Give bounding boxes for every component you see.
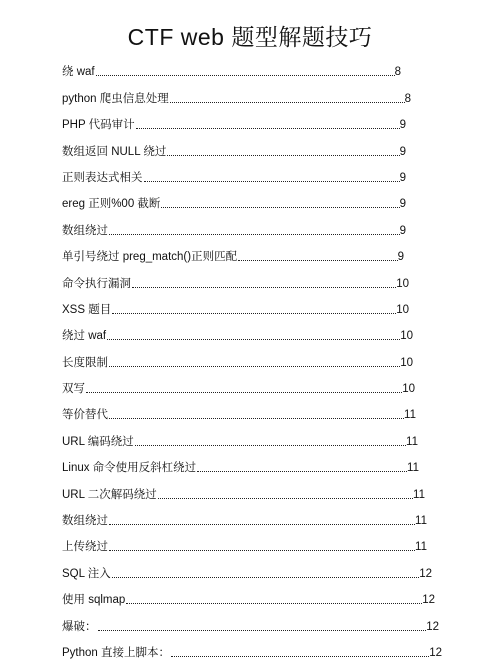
- toc-page-number: 9: [399, 224, 406, 237]
- toc-entry-label: ereg 正则%00 截断: [62, 198, 161, 211]
- toc-entry-label: 数组绕过: [62, 224, 108, 237]
- toc-entry[interactable]: [62, 635, 442, 661]
- toc-page-number: 8: [394, 66, 401, 79]
- toc-entry-label: 数组绕过: [62, 515, 108, 528]
- toc-entry-label: 上传绕过: [62, 541, 108, 554]
- dot-leader: [126, 603, 422, 604]
- document-title: CTF web 题型解题技巧: [127, 24, 373, 50]
- toc-entry-label: 使用 sqlmap: [62, 594, 126, 607]
- toc-entry[interactable]: [62, 582, 435, 608]
- toc-page-number: 11: [407, 462, 419, 475]
- toc-entry-label: 等价替代: [62, 409, 108, 422]
- toc-entry-label: Python 直接上脚本：: [62, 646, 170, 659]
- dot-leader: [109, 418, 404, 419]
- toc-entry[interactable]: [62, 423, 418, 449]
- dot-leader: [109, 234, 400, 235]
- toc-entry-label: 绕 waf: [62, 66, 95, 79]
- dot-leader: [86, 392, 402, 393]
- toc-entry-label: PHP 代码审计: [62, 119, 135, 132]
- toc-entry[interactable]: [62, 239, 404, 265]
- toc-entry[interactable]: [62, 318, 413, 344]
- toc-entry[interactable]: [62, 371, 415, 397]
- toc-entry-label: URL 二次解码绕过: [62, 488, 157, 501]
- dot-leader: [132, 287, 396, 288]
- toc-entry[interactable]: [62, 397, 416, 423]
- toc-page-number: 10: [402, 383, 415, 396]
- toc-entry[interactable]: [62, 107, 406, 133]
- toc-page-number: 9: [399, 198, 406, 211]
- toc-entry-label: 单引号绕过 preg_match()正则匹配: [62, 251, 238, 264]
- dot-leader: [197, 471, 407, 472]
- dot-leader: [107, 339, 400, 340]
- dot-leader: [98, 630, 427, 631]
- toc-page-number: 12: [422, 594, 435, 607]
- toc-page-number: 12: [429, 646, 442, 659]
- toc-page-number: 11: [404, 409, 416, 422]
- toc-entry[interactable]: [62, 503, 427, 529]
- toc-entry-label: XSS 题目: [62, 303, 112, 316]
- toc-entry[interactable]: [62, 608, 439, 634]
- dot-leader: [167, 155, 399, 156]
- toc-entry[interactable]: [62, 450, 419, 476]
- toc-entry[interactable]: [62, 80, 411, 106]
- toc-entry[interactable]: [62, 265, 409, 291]
- toc-entry-label: python 爬虫信息处理: [62, 92, 169, 105]
- toc-page-number: 10: [396, 303, 409, 316]
- toc-entry-label: 绕过 waf: [62, 330, 107, 343]
- dot-leader: [170, 102, 405, 103]
- dot-leader: [109, 366, 400, 367]
- toc-entry-label: SQL 注入: [62, 567, 111, 580]
- toc-page-number: 11: [415, 515, 427, 528]
- toc-entry-label: 长度限制: [62, 356, 108, 369]
- toc-page-number: 10: [400, 356, 413, 369]
- toc-page-number: 9: [397, 251, 404, 264]
- toc-page-number: 9: [399, 119, 406, 132]
- toc-entry[interactable]: [62, 529, 427, 555]
- dot-leader: [96, 75, 395, 76]
- toc-page-number: 11: [413, 488, 425, 501]
- toc-entry-label: Linux 命令使用反斜杠绕过: [62, 462, 197, 475]
- dot-leader: [136, 128, 400, 129]
- toc-entry[interactable]: [62, 133, 406, 159]
- toc-page-number: 8: [404, 92, 411, 105]
- toc-entry[interactable]: [62, 476, 425, 502]
- toc-page-number: 11: [415, 541, 427, 554]
- toc-entry-label: 数组返回 NULL 绕过: [62, 145, 167, 158]
- dot-leader: [161, 207, 399, 208]
- toc-page-number: 12: [426, 620, 439, 633]
- toc-page-number: 9: [399, 145, 406, 158]
- toc-entry-label: 命令执行漏洞: [62, 277, 131, 290]
- table-of-contents: [62, 54, 442, 661]
- toc-entry-label: 爆破：: [62, 620, 97, 633]
- toc-page-number: 10: [400, 330, 413, 343]
- dot-leader: [238, 260, 398, 261]
- toc-entry-label: 双写: [62, 383, 85, 396]
- dot-leader: [112, 577, 419, 578]
- dot-leader: [144, 181, 400, 182]
- toc-entry[interactable]: [62, 212, 406, 238]
- toc-page-number: 11: [406, 435, 418, 448]
- toc-entry[interactable]: [62, 344, 413, 370]
- dot-leader: [135, 445, 406, 446]
- dot-leader: [112, 313, 396, 314]
- toc-page-number: 12: [419, 567, 432, 580]
- toc-page-number: 10: [396, 277, 409, 290]
- toc-entry-label: URL 编码绕过: [62, 435, 134, 448]
- toc-entry[interactable]: [62, 292, 409, 318]
- dot-leader: [109, 524, 415, 525]
- toc-page-number: 9: [399, 171, 406, 184]
- toc-entry[interactable]: [62, 555, 432, 581]
- toc-entry[interactable]: [62, 160, 406, 186]
- toc-entry-label: 正则表达式相关: [62, 171, 143, 184]
- toc-entry[interactable]: [62, 54, 401, 80]
- toc-entry[interactable]: [62, 186, 406, 212]
- dot-leader: [109, 550, 415, 551]
- dot-leader: [158, 498, 413, 499]
